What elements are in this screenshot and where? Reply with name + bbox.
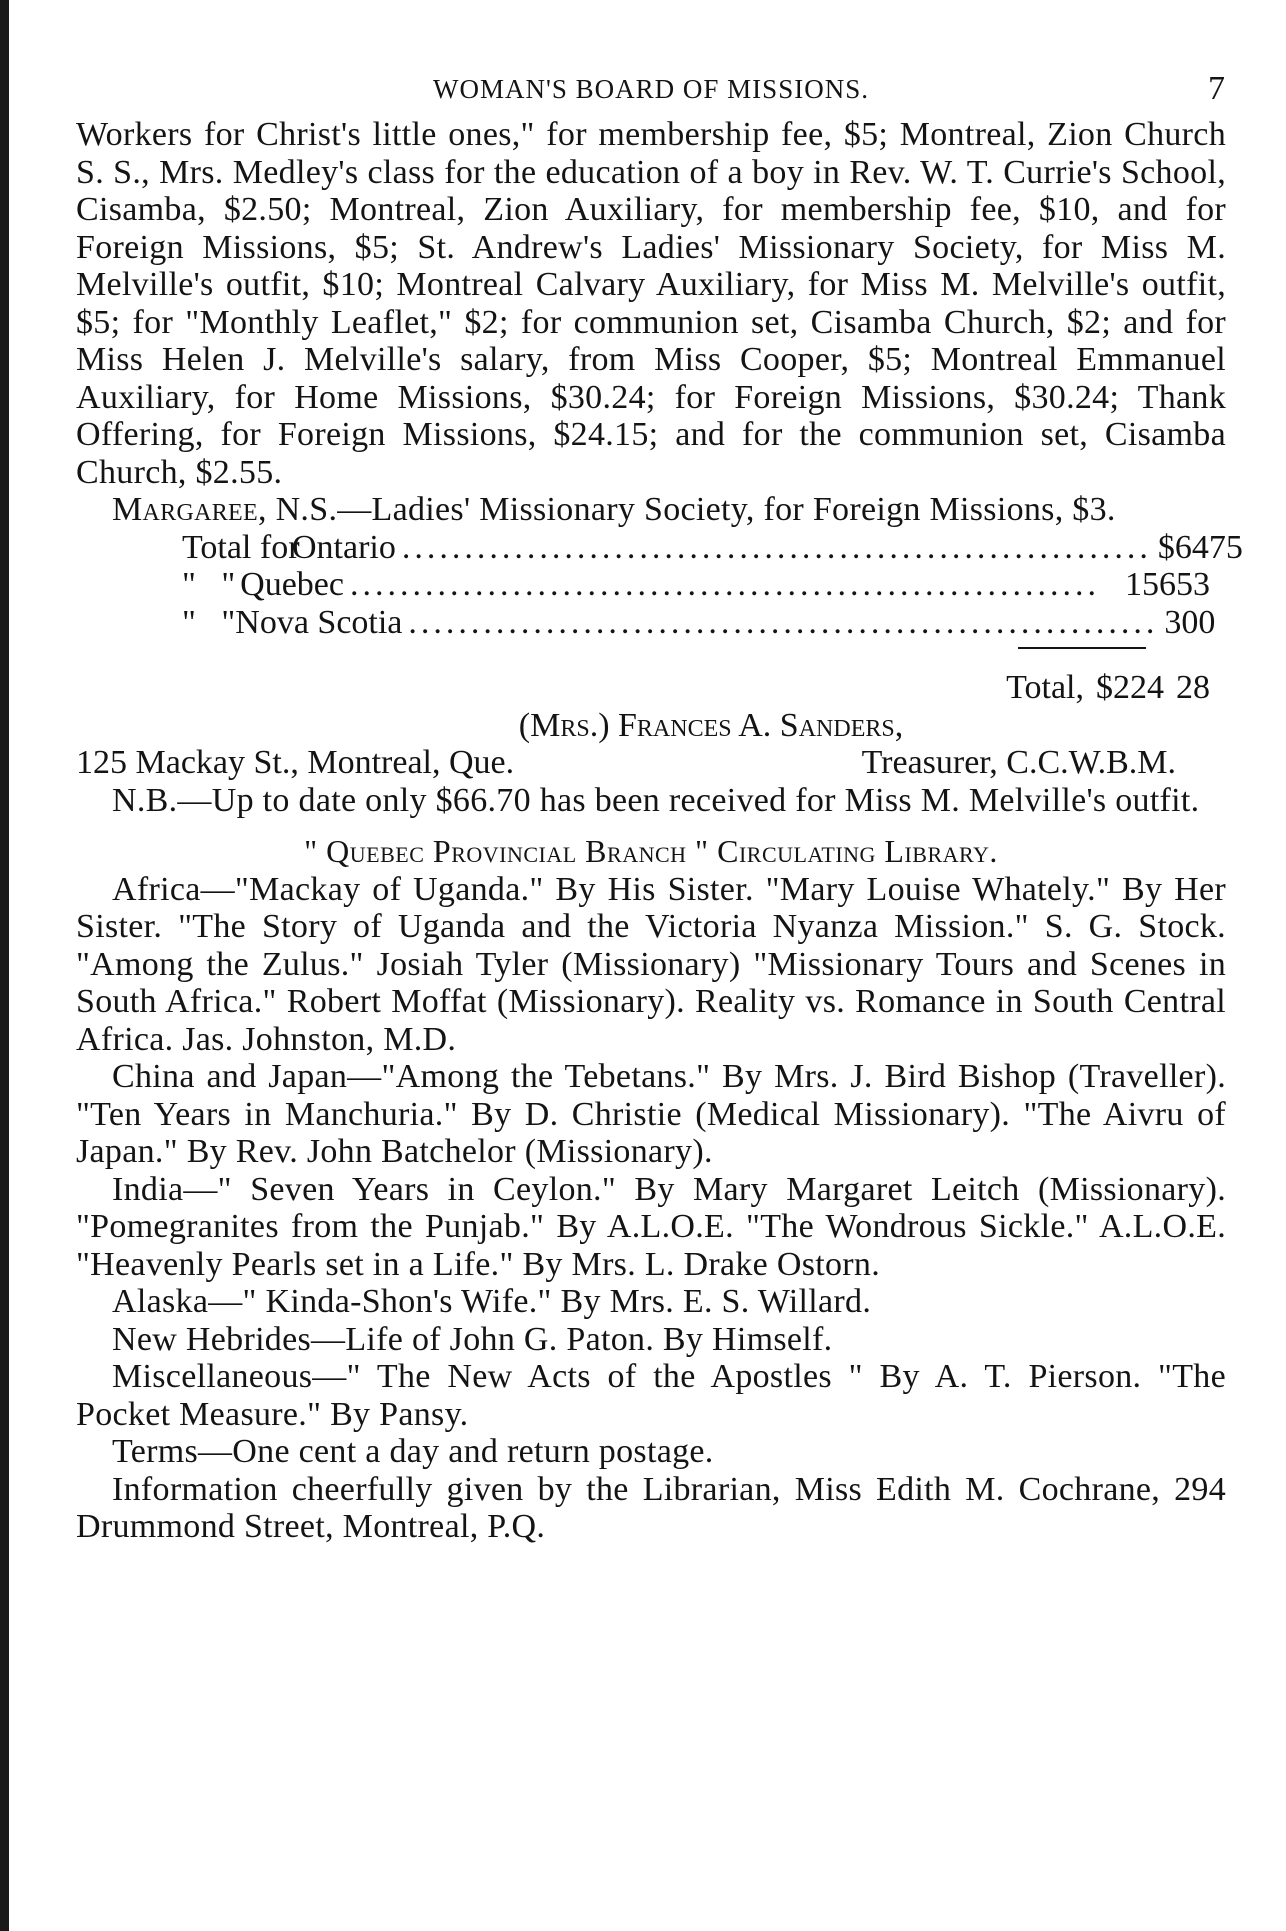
page-number: 7 [1208,70,1226,107]
page-spine-edge [0,0,9,1931]
grand-total [76,669,1226,707]
margaree-place: Margaree, [112,491,267,528]
library-paragraph: New Hebrides—Life of John G. Paton. By Himself. [112,1320,833,1358]
total-row [76,566,1226,604]
library-paragraph: Africa—"Mackay of Uganda." By His Sister. "Mary Louise Whately." By Her Sister. "The Story of Uganda and the Victoria Nyanza Mission." S. G. Stock. "Among the Zulus." Josiah Tyler (Missionary) "Missionary Tours and Scenes in South Africa." Robert Moffat (Missionary). Reality vs. Romance in South Central Africa. Jas. Johnston, M.D. [76,870,1226,1058]
total-row-cents: 00 [1181,603,1216,641]
signer-address: 125 Mackay St., Montreal, Que. [76,744,515,781]
total-row-label: " " [182,566,236,603]
library-heading: " Quebec Provincial Branch " Circulating Library. [304,833,998,869]
sum-rule [1018,647,1146,649]
signer-name: (Mrs.) Frances A. Sanders, [518,706,904,744]
nb-note: N.B.—Up to date only $66.70 has been received for Miss M. Melville's outfit. [112,781,1200,819]
total-row-dollars: 3 [1164,603,1182,641]
total-row-cents: 53 [1176,566,1210,603]
grand-total-cents: 28 [1176,669,1210,706]
margaree-text: N.S.—Ladies' Missionary Society, for Foreign Missions, $3. [275,491,1116,528]
total-row [76,604,1226,642]
dot-leader: ............................................................ [349,566,1100,603]
document-page [76,62,1243,1546]
total-row-currency [1106,566,1125,604]
library-paragraph: China and Japan—"Among the Tebetans." By Mrs. J. Bird Bishop (Traveller). "Ten Years in Manchuria." By D. Christie (Medical Missionary). "The Aivru of Japan." By Rev. John Batchelor (Missionary). [76,1058,1226,1170]
total-row-label: Total for [182,528,300,566]
total-row-label: " " [182,603,236,641]
totals-table [76,528,1243,707]
running-header [76,62,1226,116]
dot-leader: ............................................................ [408,603,1159,641]
grand-total-label: Total, [1006,669,1084,706]
library-paragraph: Alaska—" Kinda-Shon's Wife." By Mrs. E. S. Willard. [112,1283,872,1320]
running-title: WOMAN'S BOARD OF MISSIONS. [433,74,869,104]
library-paragraph: Terms—One cent a day and return postage. [112,1433,714,1470]
total-row-name: Quebec [240,566,344,603]
total-row-cents: 75 [1208,528,1243,566]
margaree-paragraph [76,491,1226,529]
library-paragraph: Information cheerfully given by the Librarian, Miss Edith M. Cochrane, 294 Drummond Street, Montreal, P.Q. [76,1470,1226,1545]
total-row-dollars: 156 [1125,566,1176,603]
library-paragraph: India—" Seven Years in Ceylon." By Mary Margaret Leitch (Missionary). "Pomegranites from the Punjab." By A.L.O.E. "The Wondrous Sickle." A.L.O.E. "Heavenly Pearls set in a Life." By Mrs. L. Drake Ostorn. [76,1170,1226,1283]
total-row-name: Ontario [292,528,396,566]
dot-leader: ............................................................ [401,528,1152,566]
signer-address-line [76,744,1226,782]
signer-role: Treasurer, C.C.W.B.M. [861,744,1176,781]
total-row-name: Nova Scotia [235,603,403,641]
receipts-paragraph: Workers for Christ's little ones," for membership fee, $5; Montreal, Zion Church S. S., Mrs. Medley's class for the education of a boy in Rev. W. T. Currie's School, Cisamba, $2.50; Montreal, Zion Auxiliary, for membership fee, $10, and for Foreign Missions, $5; St. Andrew's Ladies' Missionary Society, for Miss M. Melville's outfit, $10; Montreal Calvary Auxiliary, for Miss M. Melville's outfit, $5; for "Monthly Leaflet," $2; for communion set, Cisamba Church, $2; and for Miss Helen J. Melville's salary, from Miss Cooper, $5; Montreal Emmanuel Auxiliary, for Home Missions, $30.24; for Foreign Missions, $30.24; Thank Offering, for Foreign Missions, $24.15; and for the communion set, Cisamba Church, $2.55. [76,116,1226,491]
total-row-currency: $ [1157,528,1175,566]
total-row-dollars: 64 [1174,528,1209,566]
total-row [76,528,1243,567]
library-paragraph: Miscellaneous—" The New Acts of the Apostles " By A. T. Pierson. "The Pocket Measure." By Pansy. [76,1358,1226,1433]
grand-total-dollars: $224 [1096,669,1164,706]
